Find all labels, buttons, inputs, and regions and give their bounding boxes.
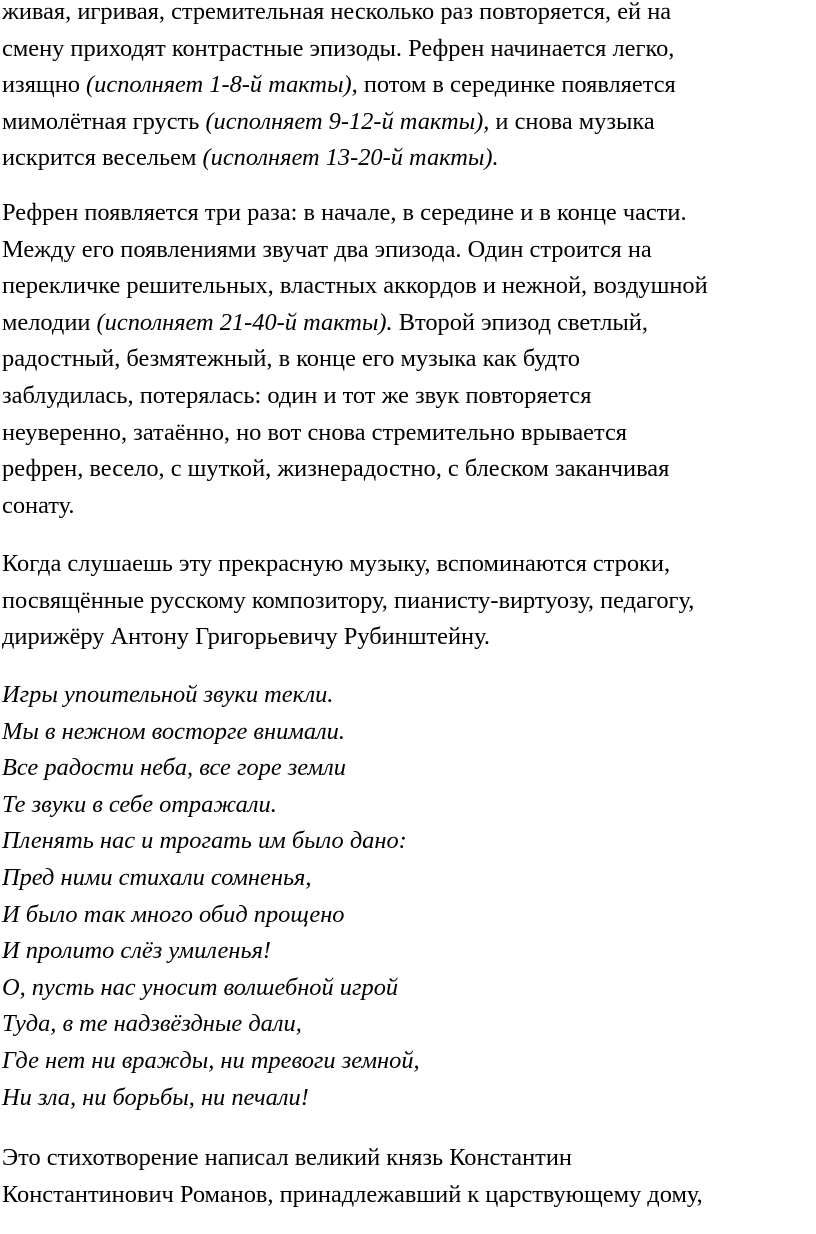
paragraph-2: [2, 195, 814, 524]
text-line: смену приходят контрастные эпизоды. Рефрен начинается легко,: [2, 34, 675, 62]
poem-line: И было так много обид прощено: [2, 900, 345, 928]
text-run: изящно: [2, 71, 87, 99]
paragraph-1: [2, 0, 814, 177]
poem-line: Туда, в те надзвёздные дали,: [2, 1010, 302, 1038]
text-line: Константинович Романов, принадлежавший к царствующему дому,: [2, 1180, 703, 1208]
text-line: дирижёру Антону Григорьевичу Рубинштейну.: [2, 623, 490, 651]
text-line: [2, 67, 814, 104]
paragraph-3: [2, 546, 814, 656]
poem-line: Все радости неба, все горе земли: [2, 754, 346, 782]
text-run: искрится весельем: [2, 144, 203, 172]
text-line: заблудилась, потерялась: один и тот же звук повторяется: [2, 381, 592, 409]
text-line: [2, 104, 814, 141]
poem: [2, 677, 814, 1116]
poem-line: Ни зла, ни борьбы, ни печали!: [2, 1083, 309, 1111]
poem-line: О, пусть нас уносит волшебной игрой: [2, 973, 399, 1001]
poem-line: Пред ними стихали сомненья,: [2, 863, 312, 891]
text-line: сонату.: [2, 491, 75, 519]
text-line: Это стихотворение написал великий князь Константин: [2, 1144, 572, 1171]
text-run: Второй эпизод светлый,: [392, 308, 648, 336]
measure-note: (исполняет 13-20-й такты).: [202, 144, 499, 172]
poem-line: Где нет ни вражды, ни тревоги земной,: [2, 1046, 420, 1074]
text-line: [2, 305, 814, 342]
text-run: потом в серединке появляется: [357, 71, 676, 99]
poem-line: Те звуки в себе отражали.: [2, 790, 277, 818]
paragraph-4: [2, 1140, 814, 1213]
text-line: живая, игривая, стремительная несколько раз повторяется, ей на: [2, 0, 672, 25]
poem-line: Игры упоительной звуки текли.: [2, 681, 334, 708]
text-run: мелодии: [2, 308, 97, 336]
text-line: Когда слушаешь эту прекрасную музыку, вспоминаются строки,: [2, 550, 671, 577]
poem-line: И пролито слёз умиленья!: [2, 937, 272, 965]
poem-line: Мы в нежном восторге внимали.: [2, 717, 345, 745]
measure-note: (исполняет 9-12-й такты),: [205, 107, 490, 135]
text-line: радостный, безмятежный, в конце его музыка как будто: [2, 345, 580, 373]
text-line: неуверенно, затаённо, но вот снова стремительно врывается: [2, 418, 627, 446]
text-line: Рефрен появляется три раза: в начале, в середине и в конце части.: [2, 199, 687, 226]
measure-note: (исполняет 21-40-й такты).: [96, 308, 393, 336]
text-line: Между его появлениями звучат два эпизода. Один строится на: [2, 235, 652, 263]
measure-note: (исполняет 1-8-й такты),: [86, 71, 358, 99]
text-line: [2, 140, 814, 177]
text-line: перекличке решительных, властных аккордов и нежной, воздушной: [2, 272, 708, 300]
poem-line: Пленять нас и трогать им было дано:: [2, 827, 407, 855]
text-run: мимолётная грусть: [2, 107, 206, 135]
text-line: посвящённые русскому композитору, пианисту-виртуозу, педагогу,: [2, 586, 695, 614]
text-line: рефрен, весело, с шуткой, жизнерадостно, с блеском заканчивая: [2, 455, 670, 483]
text-run: и снова музыка: [489, 107, 655, 135]
